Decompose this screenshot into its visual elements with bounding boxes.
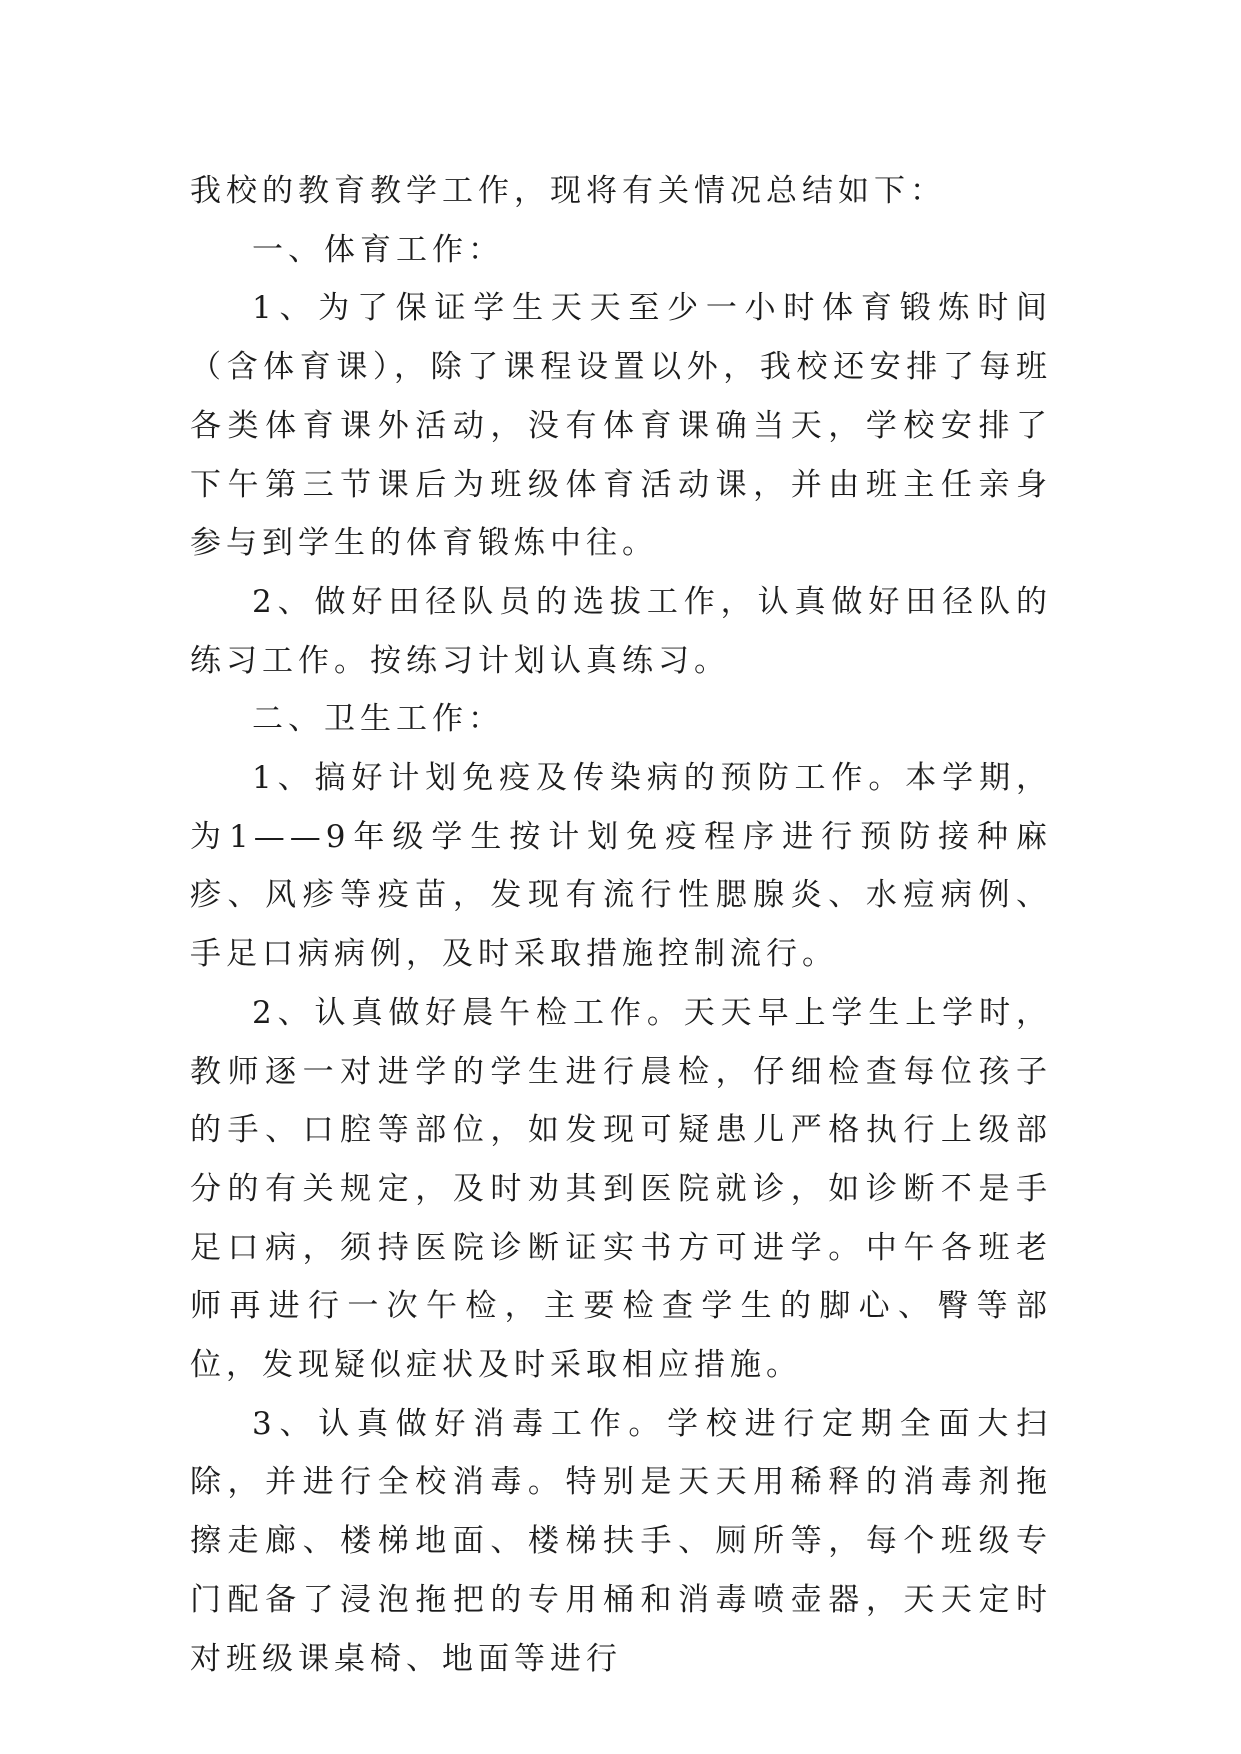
paragraph-hygiene-3: 3、认真做好消毒工作。学校进行定期全面大扫除，并进行全校消毒。特别是天天用稀释的消毒剂拖擦走廊、楼梯地面、楼梯扶手、厕所等，每个班级专门配备了浸泡拖把的专用桶和消毒喷壶器，天天定时对班级课桌椅、地面等进行 [190, 1405, 1052, 1677]
paragraph-sports-1: 1、为了保证学生天天至少一小时体育锻炼时间（含体育课），除了课程设置以外，我校还安排了每班各类体育课外活动，没有体育课确当天，学校安排了下午第三节课后为班级体育活动课，并由班主任亲身参与到学生的体育锻炼中往。 [190, 290, 1052, 562]
document-body [190, 162, 1052, 1688]
paragraph-intro: 我校的教育教学工作，现将有关情况总结如下： [190, 173, 946, 209]
paragraph-hygiene-1: 1、搞好计划免疫及传染病的预防工作。本学期，为1——9年级学生按计划免疫程序进行预防接种麻疹、风疹等疫苗，发现有流行性腮腺炎、水痘病例、手足口病病例，及时采取措施控制流行。 [190, 760, 1052, 973]
heading-hygiene-work: 二、卫生工作： [252, 701, 504, 738]
heading-sports-work: 一、体育工作： [252, 231, 504, 268]
paragraph-hygiene-2: 2、认真做好晨午检工作。天天早上学生上学时，教师逐一对进学的学生进行晨检，仔细检查每位孩子的手、口腔等部位，如发现可疑患儿严格执行上级部分的有关规定，及时劝其到医院就诊，如诊断不是手足口病，须持医院诊断证实书方可进学。中午各班老师再进行一次午检，主要检查学生的脚心、臀等部位，发现疑似症状及时采取相应措施。 [190, 994, 1052, 1384]
paragraph-sports-2: 2、做好田径队员的选拔工作，认真做好田径队的练习工作。按练习计划认真练习。 [190, 583, 1052, 679]
